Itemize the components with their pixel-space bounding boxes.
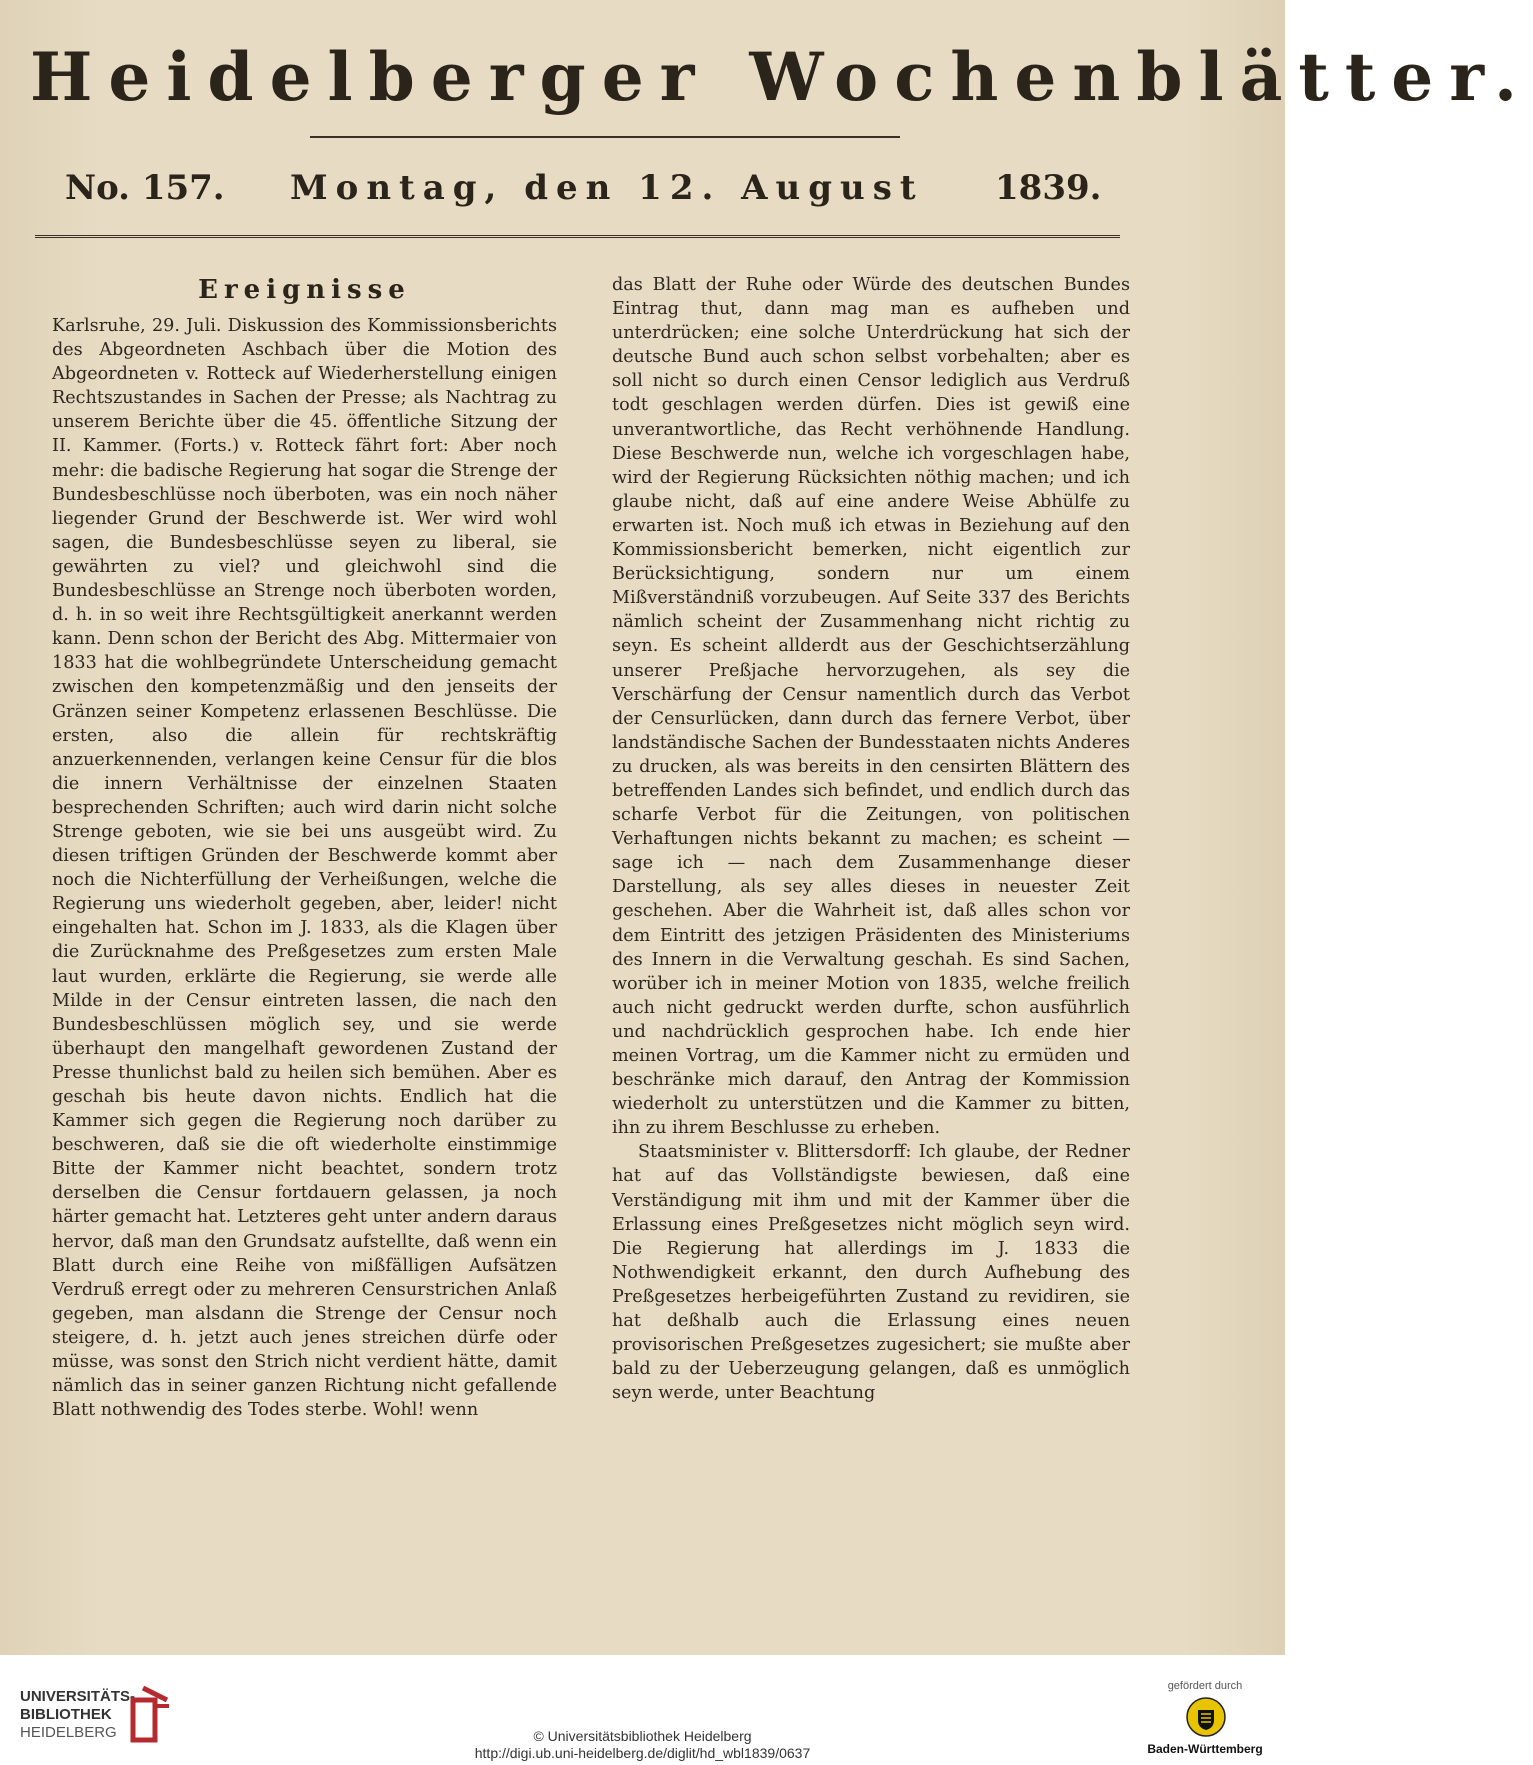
- section-heading: Ereignisse: [198, 275, 411, 305]
- dateline: [65, 158, 1115, 218]
- title-rule: [310, 136, 900, 138]
- article-paragraph: das Blatt der Ruhe oder Würde des deutschen Bundes Eintrag thut, dann mag man es aufheben und unterdrücken; eine solche Unterdrückung hat sich der deutsche Bund auch schon selbst vorbehalten; aber es soll nicht so durch einen Censor lediglich aus Verdruß todt geschlagen werden dürfen. Dies ist gewiß eine unverantwortliche, das Recht verhöhnende Handlung. Diese Beschwerde nun, welche ich vorgeschlagen habe, wird der Regierung Rücksichten nöthig machen; und ich glaube nicht, daß auf eine andere Weise Abhülfe zu erwarten ist. Noch muß ich etwas in Beziehung auf den Kommissionsbericht bemerken, nicht eigentlich zur Berücksichtigung, sondern nur um einem Mißverständniß vorzubeugen. Auf Seite 337 des Berichts nämlich scheint der Zusammenhang nicht richtig zu seyn. Es scheint allderdt aus der Geschichtserzählung unserer Preßjache hervorzugehen, als sey die Verschärfung der Censur namentlich durch das Verbot der Censurlücken, dann durch das fernere Verbot, über landständische Sachen der Bundesstaaten nichts Anderes zu drucken, als was bereits in den censirten Blättern des betreffenden Landes sich befindet, und endlich durch das scharfe Verbot für die Zeitungen, von politischen Verhaftungen nichts bekannt zu machen; es scheint — sage ich — nach dem Zusammenhange dieser Darstellung, als sey alles dieses in neuester Zeit geschehen. Aber die Wahrheit ist, daß alles schon vor dem Eintritt des jetzigen Präsidenten des Ministeriums des Innern in die Verwaltung geschah. Es sind Sachen, worüber ich in meiner Motion von 1835, welche freilich auch nicht gedruckt werden durfte, schon ausführlich und nachdrücklich gesprochen habe. Ich ende hier meinen Vortrag, um die Kammer nicht zu ermüden und beschränke mich darauf, den Antrag der Kommission wiederholt zu unterstützen und die Kammer zu bitten, ihn zu ihrem Beschlusse zu erheben.: [612, 275, 1130, 1139]
- issue-date: Montag, den 12. August: [290, 168, 924, 208]
- article-column-right: [612, 273, 1130, 1583]
- issue-year: 1839.: [995, 168, 1102, 208]
- source-url[interactable]: http://digi.ub.uni-heidelberg.de/diglit/hd_wbl1839/0637: [474, 1745, 811, 1761]
- library-name-line2: BIBLIOTHEK: [20, 1706, 112, 1723]
- article-paragraph: Karlsruhe, 29. Juli. Diskussion des Kommissionsberichts des Abgeordneten Aschbach über die Motion des Abgeordneten v. Rotteck auf Wiederherstellung einigen Rechtszustandes in Sachen der Presse; als Nachtrag zu unserem Berichte über die 45. öffentliche Sitzung der II. Kammer. (Forts.) v. Rotteck fährt fort: Aber noch mehr: die badische Regierung hat sogar die Strenge der Bundesbeschlüsse noch überboten, was ein noch näher liegender Grund der Beschwerde ist. Wer wird wohl sagen, die Bundesbeschlüsse seyen zu liberal, sie gewährten zu viel? und gleichwohl sind die Bundesbeschlüsse an Strenge noch überboten worden, d. h. in so weit ihre Rechtsgültigkeit anerkannt werden kann. Denn schon der Bericht des Abg. Mittermaier von 1833 hat die wohlbegründete Unterscheidung gemacht zwischen den kompetenzmäßig und den jenseits der Gränzen seiner Kompetenz erlassenen Beschlüsse. Die ersten, also die allein für rechtskräftig anzuerkennenden, verlangen keine Censur für die blos die innern Verhältnisse der einzelnen Staaten besprechenden Schriften; auch wird darin nicht solche Strenge geboten, wie sie bei uns ausgeübt wird. Zu diesen triftigen Gründen der Beschwerde kommt aber noch die Nichterfüllung der Verheißungen, welche die Regierung uns wiederholt gegeben, aber, leider! nicht eingehalten hat. Schon im J. 1833, als die Klagen über die Zurücknahme des Preßgesetzes zum ersten Male laut wurden, erklärte die Regierung, sie werde alle Milde in der Censur eintreten lassen, die nach den Bundesbeschlüssen möglich sey, und sie werde überhaupt den mangelhaft gewordenen Zustand der Presse thunlichst bald zu heilen sich bemühen. Aber es geschah bis heute davon nichts. Endlich hat die Kammer sich gegen die Regierung noch darüber zu beschweren, daß sie die oft wiederholte einstimmige Bitte der Kammer nicht beachtet, sondern trotz derselben die Censur fortdauern gelassen, ja noch härter gemacht hat. Letzteres geht unter andern daraus hervor, daß man den Grundsatz aufstellte, daß wenn ein Blatt durch eine Reihe von mißfälligen Aufsätzen Verdruß erregt oder zu mehreren Censurstrichen Anlaß gegeben, man alsdann die Strenge der Censur noch steigere, d. h. jetzt auch jenes streichen dürfe oder müsse, was sonst den Strich nicht verdient hätte, damit nämlich das in seiner ganzen Richtung nicht gefallende Blatt nothwendig des Todes sterbe. Wohl! wenn: [52, 316, 557, 1421]
- baden-wuerttemberg-seal-icon: [1185, 1696, 1227, 1738]
- copyright-text: © Universitätsbibliothek Heidelberg: [533, 1728, 752, 1744]
- article-paragraph: Staatsminister v. Blittersdorff: Ich glaube, der Redner hat auf das Vollständigste bewiesen, daß eine Verständigung mit ihm und mit der Kammer über die Erlassung eines Preßgesetzes nicht möglich seyn wird. Die Regierung hat allerdings im J. 1833 die Nothwendigkeit erkannt, den durch Aufhebung des Preßgesetzes herbeigeführten Zustand zu revidiren, sie hat deßhalb auch die Erlassung eines neuen provisorischen Preßgesetzes zugesichert; sie mußte aber bald zu der Ueberzeugung gelangen, daß es unmöglich seyn werde, unter Beachtung: [612, 1142, 1130, 1404]
- copyright-block: [0, 1728, 1285, 1762]
- article-column-left: [52, 270, 557, 1580]
- dateline-rule: [35, 235, 1120, 238]
- newspaper-title: Heidelberger Wochenblätter.: [30, 38, 1533, 116]
- funding-note: [1130, 1680, 1280, 1762]
- issue-number: No. 157.: [65, 168, 225, 208]
- funded-by-label: gefördert durch: [1167, 1680, 1243, 1692]
- library-name-line3: HEIDELBERG: [20, 1724, 117, 1741]
- library-name-line1: UNIVERSITÄTS-: [20, 1688, 136, 1705]
- funder-name: Baden-Württemberg: [1147, 1742, 1263, 1756]
